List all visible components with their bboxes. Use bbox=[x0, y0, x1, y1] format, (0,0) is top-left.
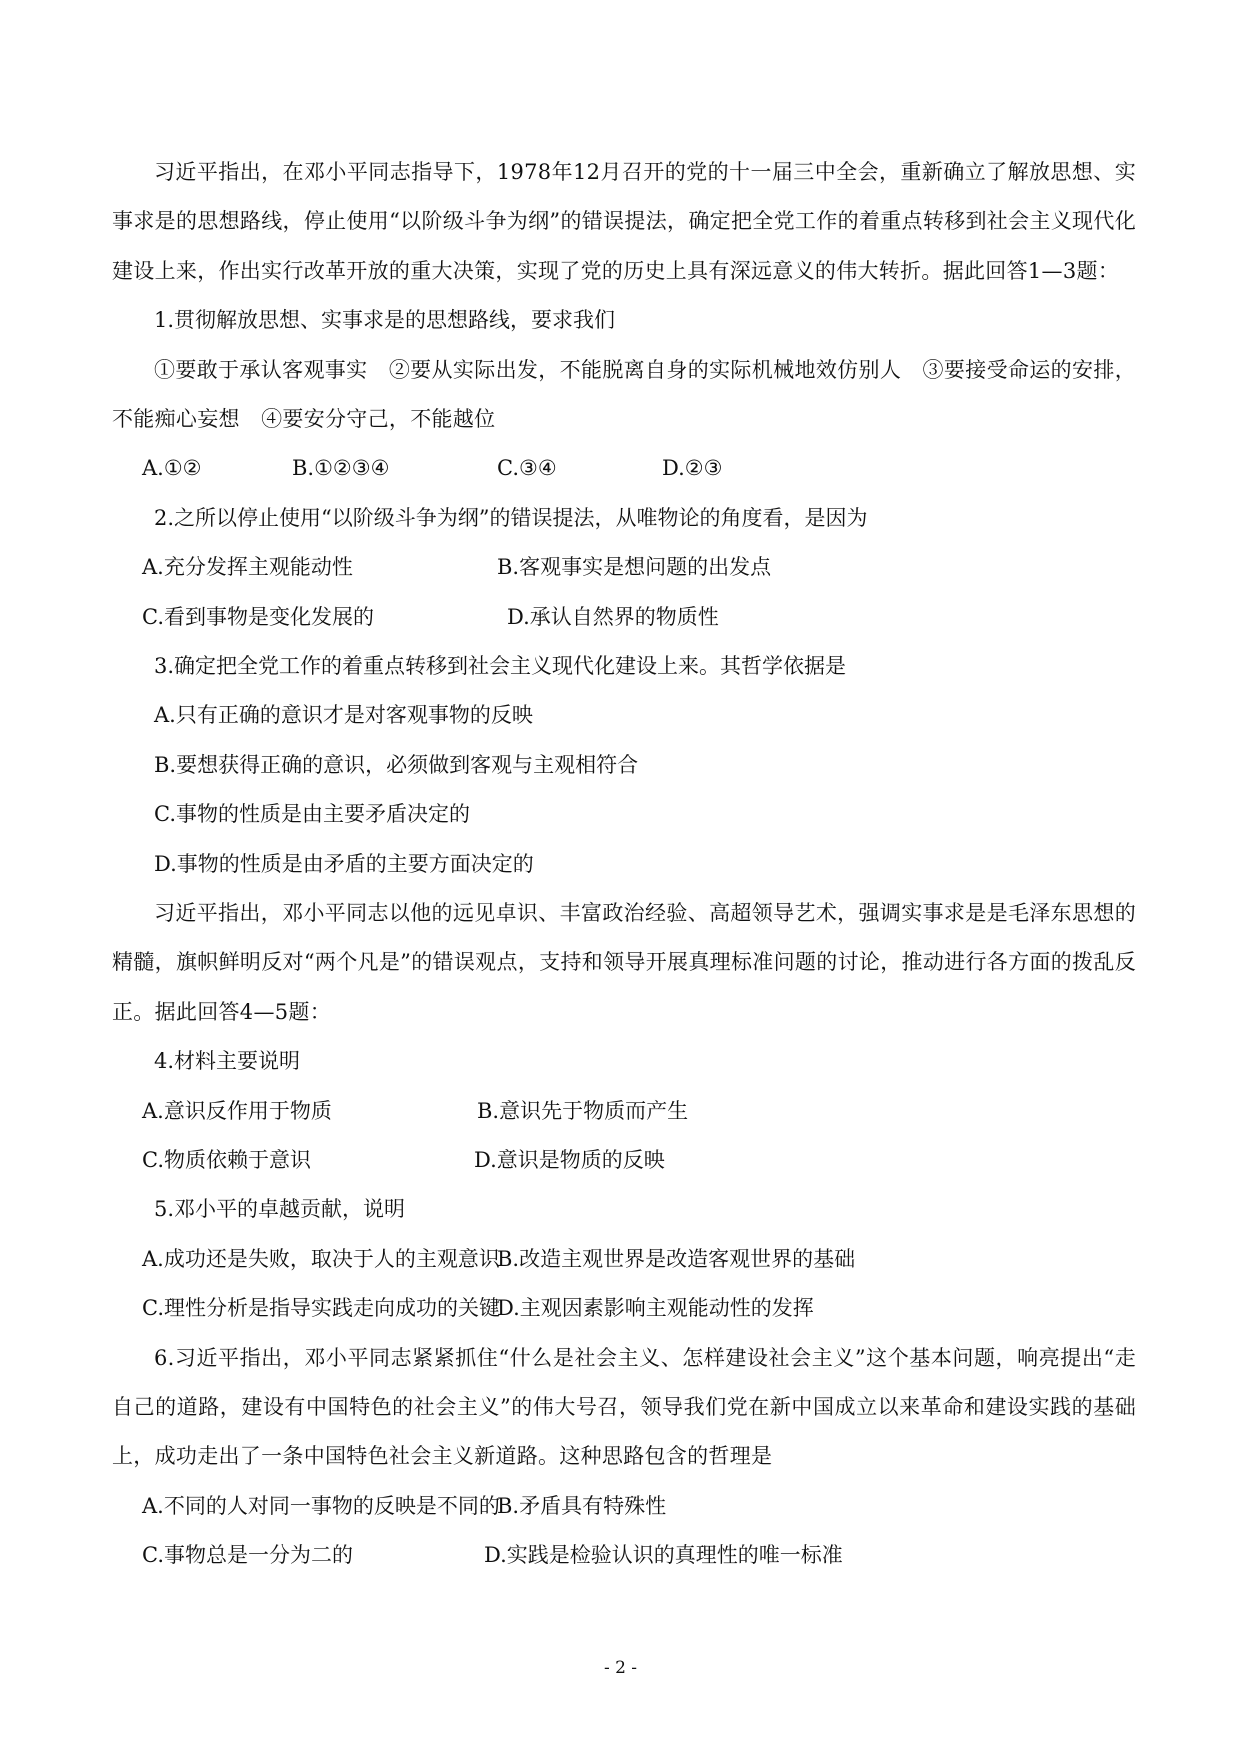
question-6-option-b: B.矛盾具有特殊性 bbox=[497, 1493, 667, 1518]
page-number: - 2 - bbox=[603, 1658, 638, 1678]
question-2-option-b: B.客观事实是想问题的出发点 bbox=[497, 555, 772, 580]
question-3-option-d: D.事物的性质是由矛盾的主要方面决定的 bbox=[154, 851, 534, 876]
question-5-option-b: B.改造主观世界是改造客观世界的基础 bbox=[497, 1246, 856, 1271]
question-2-options-row-1 bbox=[112, 543, 1136, 592]
question-4-option-d: D.意识是物质的反映 bbox=[474, 1147, 665, 1172]
question-3-option-b: B.要想获得正确的意识，必须做到客观与主观相符合 bbox=[154, 752, 639, 777]
question-5-stem: 5.邓小平的卓越贡献，说明 bbox=[154, 1197, 406, 1222]
question-6-options-row-1 bbox=[112, 1482, 1136, 1531]
question-6-options-row-2 bbox=[112, 1531, 1136, 1580]
question-1-option-a: A.①② bbox=[142, 456, 202, 481]
question-6-option-c: C.事物总是一分为二的 bbox=[142, 1543, 353, 1568]
question-6-option-a: A.不同的人对同一事物的反映是不同的 bbox=[142, 1493, 500, 1518]
document-content bbox=[112, 148, 1136, 1581]
question-2-option-d: D.承认自然界的物质性 bbox=[507, 604, 719, 629]
question-4-option-a: A.意识反作用于物质 bbox=[142, 1098, 332, 1123]
question-6-stem: 6.习近平指出，邓小平同志紧紧抓住“什么是社会主义、怎样建设社会主义”这个基本问题，响亮提出“走自己的道路，建设有中国特色的社会主义”的伟大号召，领导我们党在新中国成立以来革命和建设实践的基础上，成功走出了一条中国特色社会主义新道路。这种思路包含的哲理是 bbox=[112, 1345, 1136, 1469]
question-2-stem: 2.之所以停止使用“以阶级斗争为纲”的错误提法，从唯物论的角度看，是因为 bbox=[154, 505, 868, 530]
question-2-options-row-2 bbox=[112, 593, 1136, 642]
question-2-option-a: A.充分发挥主观能动性 bbox=[142, 555, 353, 580]
question-5-options-row-1 bbox=[112, 1235, 1136, 1284]
question-5-option-a: A.成功还是失败，取决于人的主观意识 bbox=[142, 1246, 500, 1271]
question-5-option-c: C.理性分析是指导实践走向成功的关键 bbox=[142, 1296, 500, 1321]
question-4-option-c: C.物质依赖于意识 bbox=[142, 1147, 311, 1172]
question-1-option-c: C.③④ bbox=[497, 456, 557, 481]
passage-1: 习近平指出，在邓小平同志指导下，1978年12月召开的党的十一届三中全会，重新确立了解放思想、实事求是的思想路线，停止使用“以阶级斗争为纲”的错误提法，确定把全党工作的着重点转移到社会主义现代化建设上来，作出实行改革开放的重大决策，实现了党的历史上具有深远意义的伟大转折。据此回答1—3题： bbox=[112, 160, 1136, 283]
question-3-stem: 3.确定把全党工作的着重点转移到社会主义现代化建设上来。其哲学依据是 bbox=[154, 653, 847, 678]
question-2-option-c: C.看到事物是变化发展的 bbox=[142, 604, 374, 629]
question-4-option-b: B.意识先于物质而产生 bbox=[477, 1098, 689, 1123]
question-1-option-b: B.①②③④ bbox=[292, 456, 390, 481]
question-3-option-c: C.事物的性质是由主要矛盾决定的 bbox=[154, 802, 470, 827]
question-4-stem: 4.材料主要说明 bbox=[154, 1049, 301, 1074]
question-1-stem: 1.贯彻解放思想、实事求是的思想路线，要求我们 bbox=[154, 308, 616, 333]
question-4-options-row-2 bbox=[112, 1136, 1136, 1185]
question-4-options-row-1 bbox=[112, 1087, 1136, 1136]
question-5-option-d: D.主观因素影响主观能动性的发挥 bbox=[497, 1296, 814, 1321]
question-5-options-row-2 bbox=[112, 1284, 1136, 1333]
passage-2: 习近平指出，邓小平同志以他的远见卓识、丰富政治经验、高超领导艺术，强调实事求是是毛泽东思想的精髓，旗帜鲜明反对“两个凡是”的错误观点，支持和领导开展真理标准问题的讨论，推动进行各方面的拨乱反正。据此回答4—5题： bbox=[112, 900, 1136, 1024]
question-1-options bbox=[112, 444, 1136, 493]
question-3-option-a: A.只有正确的意识才是对客观事物的反映 bbox=[154, 703, 533, 728]
question-6-option-d: D.实践是检验认识的真理性的唯一标准 bbox=[484, 1543, 843, 1568]
question-1-items: ①要敢于承认客观事实 ②要从实际出发，不能脱离自身的实际机械地效仿别人 ③要接受命运的安排，不能痴心妄想 ④要安分守己，不能越位 bbox=[112, 357, 1136, 432]
question-1-option-d: D.②③ bbox=[662, 456, 723, 481]
